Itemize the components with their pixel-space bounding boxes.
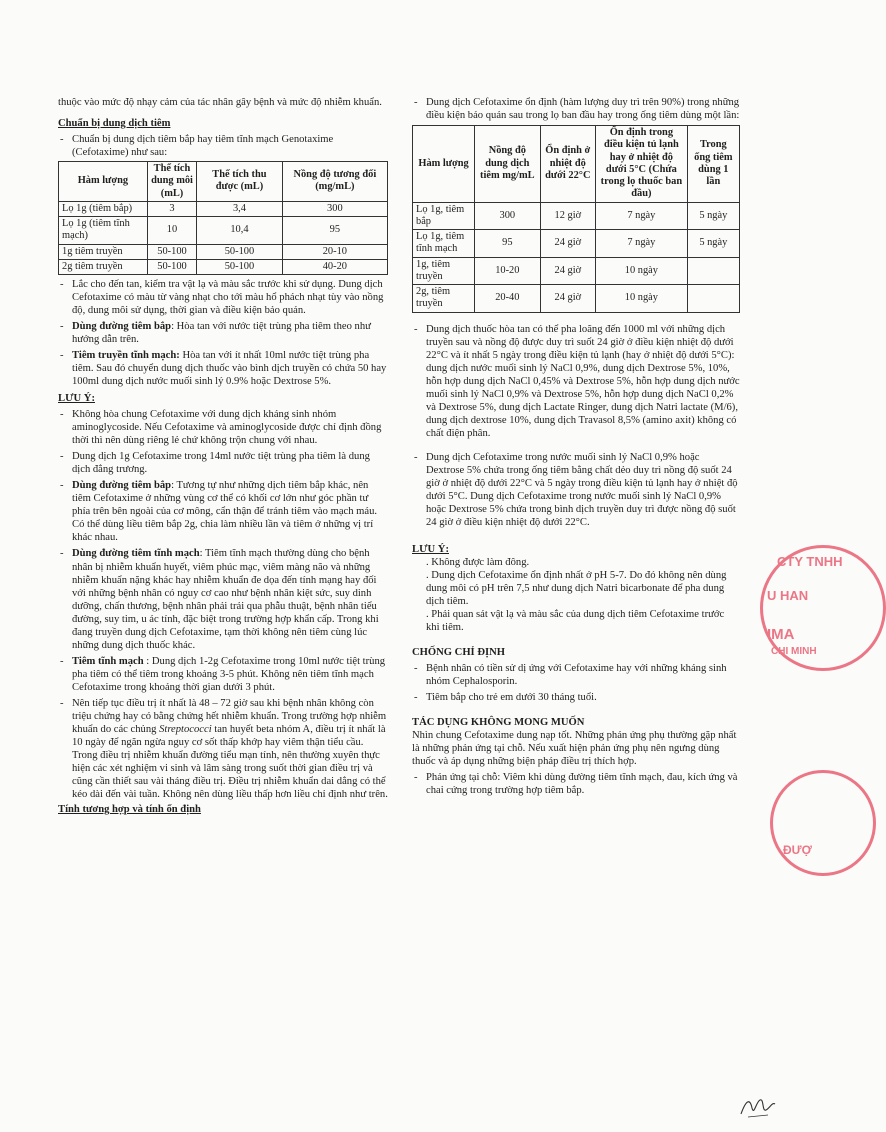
table-cell: 50-100 (147, 259, 196, 274)
shake-instruction: - Lắc cho đến tan, kiểm tra vật lạ và màu sắc trước khi sử dụng. Dung dịch Cefotaxime có màu từ vàng nhạt cho tới màu hổ phách nhạt tùy vào nồng độ, dung môi sử dụng, thời gian và điều kiện bảo quản. (58, 278, 388, 317)
infusion-instruction (58, 349, 388, 388)
table-row (59, 201, 388, 216)
table-header-cell: Thể tích thu được (mL) (197, 162, 283, 202)
table-cell: 50-100 (197, 244, 283, 259)
table-cell: 3,4 (197, 201, 283, 216)
table-cell: 50-100 (147, 244, 196, 259)
company-stamp (760, 545, 886, 671)
table-cell: 95 (475, 230, 540, 258)
table-cell: 1g tiêm truyền (59, 244, 148, 259)
note-heading: LƯU Ý: (58, 393, 95, 405)
note-heading: LƯU Ý: (412, 543, 449, 555)
table-cell: 24 giờ (540, 285, 596, 313)
table-row (59, 217, 388, 245)
note-item (58, 547, 388, 651)
table-header-cell: Hàm lượng (59, 162, 148, 202)
table-cell: 2g, tiêm truyền (413, 285, 475, 313)
note-text: : Tương tự như những dịch tiêm bắp khác, nên tiêm Cefotaxime ở những vùng cơ thể có khối cơ lớn như góc phần tư phía trên bên ngoài của cơ mông, cẩn thận để tránh tiêm vào mạch máu. Có thể dùng liều tiêm bắp 2g, chia làm nhiều lần và tiêm ở những vị trí khác nhau. (72, 480, 378, 544)
contraindication-item: - Bệnh nhân có tiền sử dị ứng với Cefotaxime hay với những kháng sinh nhóm Cephalosporin. (412, 662, 740, 688)
adverse-text: Nhìn chung Cefotaxime dung nạp tốt. Những phản ứng phụ thường gặp nhất là những phản ứng tại chỗ. Nếu xuất hiện phản ứng phụ nên ngưng dùng thuốc và áp dụng những biện pháp điều trị thích hợp. (412, 730, 737, 768)
table-cell: 3 (147, 201, 196, 216)
adverse-heading: TÁC DỤNG KHÔNG MONG MUỐN (412, 717, 585, 729)
table-cell: 1g, tiêm truyền (413, 257, 475, 285)
compat-heading: Tính tương hợp và tính ổn định (58, 803, 201, 815)
table-cell: 12 giờ (540, 202, 596, 230)
prep-heading: Chuẩn bị dung dịch tiêm (58, 118, 171, 130)
prep-intro: - Chuẩn bị dung dịch tiêm bắp hay tiêm tĩnh mạch Genotaxime (Cefotaxime) như sau: (58, 133, 388, 159)
note-item (58, 697, 388, 801)
im-text: : Hòa tan với nước tiệt trùng pha tiêm theo như hướng dẫn trên. (72, 321, 371, 346)
signature-mark (738, 1090, 778, 1120)
note-label: Dùng đường tiêm tĩnh mạch (72, 548, 200, 560)
table-row (413, 257, 740, 285)
stamp-text: CTY TNHH (777, 554, 843, 569)
dilution-paragraph: - Dung dịch thuốc hòa tan có thể pha loãng đến 1000 ml với những dịch truyền sau và nồng độ được duy trì suốt 24 giờ ở điều kiện nhiệt độ dưới 22°C và ít nhất 5 ngày trong điều kiện tủ lạnh (hay ở nhiệt độ dưới 5°C): dung dịch nước muối sinh lý NaCl 0,9%, dung dịch Dextrose 5%, 10%, hỗn hợp dung dịch NaCl 0,45% và Dextrose 5%, hỗn hợp dung dịch nước muối sinh lý NaCl 0,9% và Dextrose 5%, hỗn hợp dung dịch NaCl 0,2% và Dextrose 5%, dung dịch Lactate Ringer, dung dịch Natri lactate (M/6), dung dịch dextrose 10%, dung dịch Travasol 8,5% (amino axit) không có chất điện phân. (412, 323, 740, 440)
table-cell (687, 257, 739, 285)
table-cell: 10 ngày (596, 285, 688, 313)
infusion-label: Tiêm truyền tĩnh mạch: (72, 350, 180, 362)
table-cell: 20-40 (475, 285, 540, 313)
stamp-text: CHI MINH (771, 646, 817, 657)
table-row (413, 202, 740, 230)
table-row (59, 244, 388, 259)
table-header-cell: Ổn định trong điều kiện tủ lạnh hay ở nhiệt độ dưới 5°C (Chứa trong lọ thuốc ban đầu) (596, 126, 688, 203)
im-label: Dùng đường tiêm bắp (72, 321, 172, 333)
table-cell: 24 giờ (540, 230, 596, 258)
table-cell: 24 giờ (540, 257, 596, 285)
stamp-text: IMA (767, 626, 795, 643)
table-header-row (59, 162, 388, 202)
note-item (58, 655, 388, 694)
dilution-table (58, 161, 388, 275)
stability-intro: - Dung dịch Cefotaxime ổn định (hàm lượng duy trì trên 90%) trong những điều kiện bảo quản sau trong lọ ban đầu hay trong ống tiêm dùng một lần: (412, 96, 740, 122)
table-cell: 95 (282, 217, 387, 245)
right-column (412, 96, 740, 797)
table-cell: 300 (282, 201, 387, 216)
table-cell: Lọ 1g, tiêm tĩnh mạch (413, 230, 475, 258)
stamp-text: ĐƯỢ (783, 843, 812, 857)
table-cell: 300 (475, 202, 540, 230)
table-header-row (413, 126, 740, 203)
table-cell: Lọ 1g (tiêm tĩnh mạch) (59, 217, 148, 245)
table-cell: 5 ngày (687, 202, 739, 230)
table-cell: 10,4 (197, 217, 283, 245)
note-italic: Streptococci (159, 723, 212, 735)
table-row (59, 259, 388, 274)
table-row (413, 230, 740, 258)
note-item: . Dung dịch Cefotaxime ổn định nhất ở pH 5-7. Do đó không nên dùng dung môi có pH trên 7,5 như dung dịch Natri bicarbonate để pha dung dịch tiêm. (426, 570, 727, 608)
note-text: Nên tiếp tục điều trị ít nhất là 48 – 72 giờ sau khi bệnh nhân không còn triệu chứng hay có bằng chứng hết nhiễm khuẩn. Trong trường hợp nhiễm khuẩn do các chủng (72, 697, 387, 735)
table-cell: 40-20 (282, 259, 387, 274)
contraindication-item: - Tiêm bắp cho trẻ em dưới 30 tháng tuổi. (412, 691, 740, 704)
table-header-cell: Ổn định ở nhiệt độ dưới 22°C (540, 126, 596, 203)
table-header-cell: Hàm lượng (413, 126, 475, 203)
table-header-cell: Nồng độ tương đối (mg/mL) (282, 162, 387, 202)
intro-text: thuộc vào mức độ nhạy cảm của tác nhân gây bệnh và mức độ nhiễm khuẩn. (58, 97, 382, 108)
note-item (58, 479, 388, 544)
note-item: . Phải quan sát vật lạ và màu sắc của dung dịch tiêm Cefotaxime trước khi tiêm. (426, 609, 725, 634)
note-label: Tiêm tĩnh mạch (72, 655, 144, 667)
table-cell: 10 (147, 217, 196, 245)
table-cell: 50-100 (197, 259, 283, 274)
stability-table (412, 125, 740, 313)
table-cell: 20-10 (282, 244, 387, 259)
table-cell: 2g tiêm truyền (59, 259, 148, 274)
note-text: : Dung dịch 1-2g Cefotaxime trong 10ml nước tiệt trùng pha tiêm có thể tiêm trong khoảng 3-5 phút. Không nên tiêm tĩnh mạch Cefotaxime trong khoảng thời gian dưới 3 phút. (72, 655, 386, 693)
table-cell: 7 ngày (596, 230, 688, 258)
table-cell: 10-20 (475, 257, 540, 285)
adverse-item: - Phản ứng tại chỗ: Viêm khi dùng đường tiêm tĩnh mạch, đau, kích ứng và chai cứng trong trường hợp tiêm bắp. (412, 771, 740, 797)
table-header-cell: Thể tích dung môi (mL) (147, 162, 196, 202)
note-item: - Dung dịch 1g Cefotaxime trong 14ml nước tiệt trùng pha tiêm là dung dịch đẳng trương. (58, 450, 388, 476)
table-cell (687, 285, 739, 313)
table-cell: 5 ngày (687, 230, 739, 258)
note-label: Dùng đường tiêm bắp (72, 480, 172, 492)
left-column (58, 96, 388, 816)
note-item: . Không được làm đông. (426, 557, 530, 568)
table-header-cell: Trong ống tiêm dùng 1 lần (687, 126, 739, 203)
contraindication-heading: CHỐNG CHỈ ĐỊNH (412, 647, 505, 659)
saline-paragraph: - Dung dịch Cefotaxime trong nước muối sinh lý NaCl 0,9% hoặc Dextrose 5% chứa trong ống tiêm bằng chất dẻo duy trì nồng độ suốt 24 giờ ở nhiệt độ dưới 22°C và 5 ngày trong điều kiện tủ lạnh hay ở nhiệt độ dưới 5°C. Dung dịch Cefotaxime trong nước muối sinh lý NaCl 0,9% hoặc Dextrose 5% chứa trong bình dịch truyền duy trì được nồng độ suốt 24 giờ ở điều kiện nhiệt độ dưới 22°C. (412, 451, 740, 529)
table-cell: Lọ 1g, tiêm bắp (413, 202, 475, 230)
infusion-text: Hòa tan với ít nhất 10ml nước tiệt trùng pha tiêm. Sau đó chuyển dung dịch thuốc vào bình dịch truyền có chứa 50 hay 100ml dung dịch nước muối sinh lý 0.9% hoặc Dextrose 5%. (72, 350, 387, 388)
stamp-text: U HAN (767, 588, 809, 603)
table-cell: Lọ 1g (tiêm bắp) (59, 201, 148, 216)
company-stamp-2 (770, 770, 876, 876)
note-item: - Không hòa chung Cefotaxime với dung dịch kháng sinh nhóm aminoglycoside. Nếu Cefotaxime và aminoglycoside được chỉ định đồng thời thì nên dùng riêng lẻ chứ không trộn chung với nhau. (58, 408, 388, 447)
note-text: : Tiêm tĩnh mạch thường dùng cho bệnh nhân bị nhiễm khuẩn huyết, viêm phúc mạc, viêm màng não và những nhiễm khuẩn nặng khác hay nhiễm khuẩn đe dọa đến tính mạng hay đối với những bệnh nhân có nguy cơ cao như bệnh nhân kiệt sức, suy dinh dưỡng, chấn thương, bệnh nhân phải trải qua phẫu thuật, bệnh nhân tiểu đường, suy tim, u ác tính, đặc biệt trong trường hợp khẩn cấp. Trong khi đang truyền dung dịch Cefotaxime, tạm thời không nên tiêm cùng lúc những dung dịch thuốc khác. (72, 548, 379, 651)
note-text: tan huyết beta nhóm A, điều trị ít nhất là 10 ngày để ngăn ngừa nguy cơ sốt thấp khớp hay viêm thận tiểu cầu. Trong điều trị nhiễm khuẩn đường tiểu mạn tính, nên thường xuyên thực hiện các xét nghiệm vi sinh và lâm sàng trong suốt thời gian điều trị và cũng cần thiết sau vài tháng điều trị. Điều trị nhiễm khuẩn dai dẳng có thể kéo dài đến vài tuần. Không nên dùng liều thấp hơn liều chỉ định như trên. (72, 723, 388, 800)
im-instruction (58, 320, 388, 346)
table-header-cell: Nồng độ dung dịch tiêm mg/mL (475, 126, 540, 203)
table-row (413, 285, 740, 313)
table-cell: 10 ngày (596, 257, 688, 285)
table-cell: 7 ngày (596, 202, 688, 230)
